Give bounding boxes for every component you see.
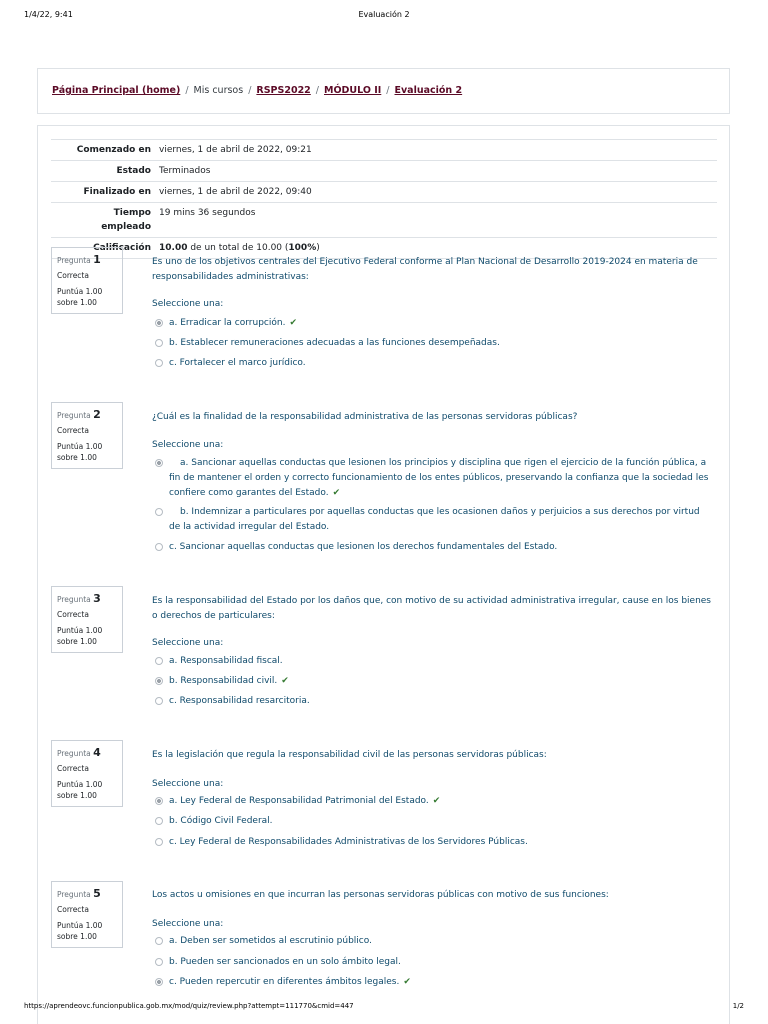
grade-total: de un total de 10.00 ( bbox=[187, 243, 289, 253]
grade-close: ) bbox=[316, 243, 320, 253]
question-label: Pregunta bbox=[57, 749, 91, 758]
question-text: ¿Cuál es la finalidad de la responsabilidad administrativa de las personas servidoras públicas? bbox=[152, 412, 578, 422]
answer-option[interactable] bbox=[155, 356, 710, 371]
answer-option[interactable] bbox=[155, 934, 710, 949]
select-one-prompt: Seleccione una: bbox=[152, 638, 224, 648]
question-info-1 bbox=[51, 247, 123, 314]
breadcrumb-separator: / bbox=[248, 85, 252, 96]
print-title: Evaluación 2 bbox=[358, 10, 410, 19]
answer-option[interactable] bbox=[155, 674, 710, 689]
answer-text: c. Responsabilidad resarcitoria. bbox=[169, 696, 310, 706]
answer-option[interactable] bbox=[155, 794, 710, 809]
question-number: 5 bbox=[93, 887, 101, 900]
check-icon: ✔ bbox=[332, 488, 341, 498]
breadcrumb-module-link[interactable]: MÓDULO II bbox=[324, 85, 382, 96]
breadcrumb-container bbox=[37, 68, 730, 114]
question-state: Correcta bbox=[57, 764, 89, 773]
answer-option[interactable] bbox=[155, 694, 710, 709]
answer-option[interactable] bbox=[155, 505, 710, 535]
answer-text: a. Ley Federal de Responsabilidad Patrimonial del Estado. bbox=[169, 796, 429, 806]
question-info-3 bbox=[51, 586, 123, 653]
question-text: Los actos u omisiones en que incurran las personas servidoras públicas con motivo de sus funciones: bbox=[152, 890, 609, 900]
question-state: Correcta bbox=[57, 426, 89, 435]
radio-button[interactable] bbox=[155, 937, 163, 945]
answer-option[interactable] bbox=[155, 955, 710, 970]
summary-row-finished bbox=[51, 182, 717, 203]
question-text: Es la responsabilidad del Estado por los daños que, con motivo de su actividad administrativa irregular, cause en los bienes o derechos de particulares: bbox=[152, 596, 711, 621]
breadcrumb-separator: / bbox=[386, 85, 390, 96]
radio-button[interactable] bbox=[155, 817, 163, 825]
answer-text: a. Erradicar la corrupción. bbox=[169, 318, 286, 328]
breadcrumb-my-courses: Mis cursos bbox=[193, 85, 244, 96]
breadcrumb bbox=[52, 85, 462, 96]
summary-row-state bbox=[51, 161, 717, 182]
check-icon: ✔ bbox=[281, 676, 289, 686]
answer-option[interactable] bbox=[155, 654, 710, 669]
grade-score: 10.00 bbox=[159, 243, 188, 253]
question-grade-line-2: sobre 1.00 bbox=[57, 932, 97, 941]
answer-text: c. Fortalecer el marco jurídico. bbox=[169, 358, 306, 368]
select-one-prompt: Seleccione una: bbox=[152, 299, 224, 309]
answer-option[interactable] bbox=[155, 336, 710, 351]
radio-button[interactable] bbox=[155, 543, 163, 551]
question-info-2 bbox=[51, 402, 123, 469]
print-url: https://aprendeovc.funcionpublica.gob.mx/mod/quiz/review.php?attempt=111770&cmid=447 bbox=[24, 1002, 354, 1010]
check-icon: ✔ bbox=[403, 977, 411, 987]
question-text: Es la legislación que regula la responsabilidad civil de las personas servidoras públicas: bbox=[152, 750, 547, 760]
time-label-line-2: empleado bbox=[101, 222, 151, 232]
answer-option[interactable] bbox=[155, 456, 710, 501]
question-grade-line-2: sobre 1.00 bbox=[57, 791, 97, 800]
started-label: Comenzado en bbox=[76, 145, 151, 155]
breadcrumb-separator: / bbox=[315, 85, 319, 96]
answer-text: b. Código Civil Federal. bbox=[169, 816, 273, 826]
answer-option[interactable] bbox=[155, 814, 710, 829]
question-grade-line-2: sobre 1.00 bbox=[57, 298, 97, 307]
question-info-5 bbox=[51, 881, 123, 948]
answer-text: b. Indemnizar a particulares por aquellas conductas que les ocasionen daños y perjuicios a sus derechos por virtud de la actividad irregular del Estado. bbox=[169, 507, 700, 532]
question-info-4 bbox=[51, 740, 123, 807]
grade-percent: 100% bbox=[288, 243, 317, 253]
radio-button[interactable] bbox=[155, 958, 163, 966]
check-icon: ✔ bbox=[432, 796, 441, 806]
print-page-number: 1/2 bbox=[732, 1002, 744, 1010]
answer-option[interactable] bbox=[155, 835, 710, 850]
question-label: Pregunta bbox=[57, 595, 91, 604]
answer-text: a. Responsabilidad fiscal. bbox=[169, 656, 283, 666]
finished-value: viernes, 1 de abril de 2022, 09:40 bbox=[159, 187, 312, 197]
time-label bbox=[51, 203, 157, 238]
time-label-line-1: Tiempo bbox=[113, 208, 151, 218]
breadcrumb-home-link[interactable]: Página Principal (home) bbox=[52, 85, 181, 96]
radio-button[interactable] bbox=[155, 797, 163, 805]
question-number: 2 bbox=[93, 408, 101, 421]
radio-button[interactable] bbox=[155, 459, 163, 467]
question-state: Correcta bbox=[57, 905, 89, 914]
question-text: Es uno de los objetivos centrales del Ejecutivo Federal conforme al Plan Nacional de Desarrollo 2019-2024 en materia de responsabilidades administrativas: bbox=[152, 257, 698, 282]
radio-button[interactable] bbox=[155, 508, 163, 516]
attempt-summary-table bbox=[51, 139, 717, 259]
radio-button[interactable] bbox=[155, 978, 163, 986]
question-grade-line-2: sobre 1.00 bbox=[57, 637, 97, 646]
select-one-prompt: Seleccione una: bbox=[152, 779, 224, 789]
started-value: viernes, 1 de abril de 2022, 09:21 bbox=[159, 145, 312, 155]
grade-label: Calificación bbox=[93, 243, 151, 253]
print-date: 1/4/22, 9:41 bbox=[24, 10, 73, 19]
radio-button[interactable] bbox=[155, 319, 163, 327]
check-icon: ✔ bbox=[289, 318, 297, 328]
question-number: 4 bbox=[93, 746, 101, 759]
answer-text: c. Sancionar aquellas conductas que lesionen los derechos fundamentales del Estado. bbox=[169, 542, 558, 552]
select-one-prompt: Seleccione una: bbox=[152, 919, 224, 929]
question-grade-line-1: Puntúa 1.00 bbox=[57, 442, 103, 451]
radio-button[interactable] bbox=[155, 677, 163, 685]
radio-button[interactable] bbox=[155, 838, 163, 846]
radio-button[interactable] bbox=[155, 657, 163, 665]
question-grade-line-2: sobre 1.00 bbox=[57, 453, 97, 462]
question-state: Correcta bbox=[57, 610, 89, 619]
question-grade-line-1: Puntúa 1.00 bbox=[57, 780, 103, 789]
question-grade-line-1: Puntúa 1.00 bbox=[57, 626, 103, 635]
time-value: 19 mins 36 segundos bbox=[159, 208, 256, 218]
summary-row-started bbox=[51, 140, 717, 161]
answer-option[interactable] bbox=[155, 316, 710, 331]
radio-button[interactable] bbox=[155, 359, 163, 367]
breadcrumb-separator: / bbox=[185, 85, 189, 96]
answer-text: b. Pueden ser sancionados en un solo ámbito legal. bbox=[169, 957, 401, 967]
answer-text: a. Deben ser sometidos al escrutinio público. bbox=[169, 936, 372, 946]
state-label: Estado bbox=[116, 166, 151, 176]
question-grade-line-1: Puntúa 1.00 bbox=[57, 287, 103, 296]
question-label: Pregunta bbox=[57, 411, 91, 420]
radio-button[interactable] bbox=[155, 697, 163, 705]
state-value: Terminados bbox=[159, 166, 211, 176]
answer-text: c. Pueden repercutir en diferentes ámbitos legales. bbox=[169, 977, 400, 987]
answer-option[interactable] bbox=[155, 540, 710, 555]
radio-button[interactable] bbox=[155, 339, 163, 347]
answer-text: b. Establecer remuneraciones adecuadas a las funciones desempeñadas. bbox=[169, 338, 500, 348]
answer-text: a. Sancionar aquellas conductas que lesionen los principios y disciplina que rigen el ejercicio de la función pública, a fin de mantener el orden y correcto funcionamiento de los entes públicos, preservando la confianza que la sociedad les confiere como garantes del Estado. bbox=[169, 458, 709, 498]
answer-text: c. Ley Federal de Responsabilidades Administrativas de los Servidores Públicas. bbox=[169, 837, 528, 847]
breadcrumb-course-link[interactable]: RSPS2022 bbox=[256, 85, 311, 96]
answer-option[interactable] bbox=[155, 975, 710, 990]
answer-text: b. Responsabilidad civil. bbox=[169, 676, 278, 686]
breadcrumb-quiz-link[interactable]: Evaluación 2 bbox=[394, 85, 463, 96]
question-state: Correcta bbox=[57, 271, 89, 280]
finished-label: Finalizado en bbox=[83, 187, 151, 197]
question-number: 3 bbox=[93, 592, 101, 605]
question-number: 1 bbox=[93, 253, 101, 266]
summary-row-time bbox=[51, 203, 717, 238]
question-grade-line-1: Puntúa 1.00 bbox=[57, 921, 103, 930]
select-one-prompt: Seleccione una: bbox=[152, 440, 224, 450]
question-label: Pregunta bbox=[57, 890, 91, 899]
question-label: Pregunta bbox=[57, 256, 91, 265]
